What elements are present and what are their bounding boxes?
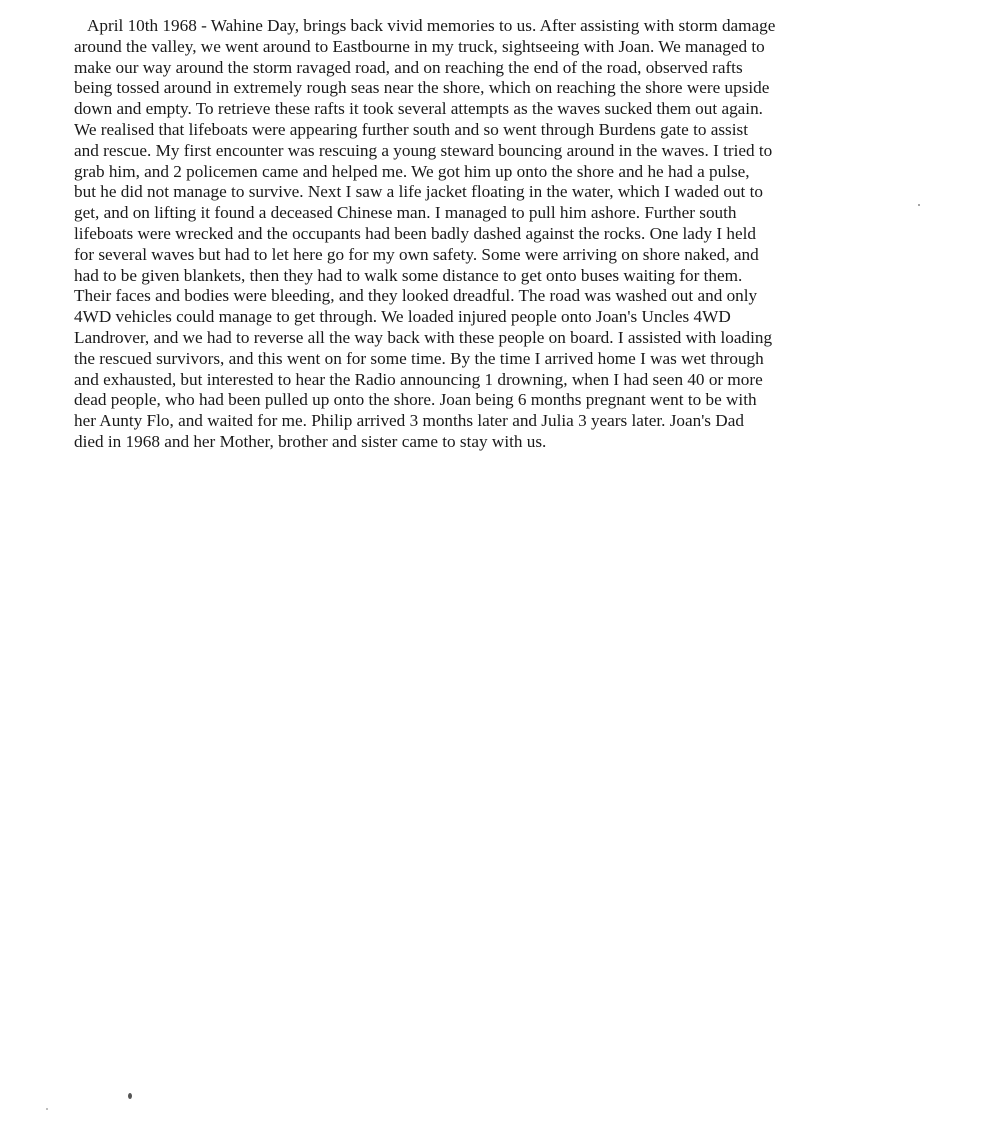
text-line: dead people, who had been pulled up onto the shore. Joan being 6 months pregnant went to be with xyxy=(74,390,757,410)
text-line: for several waves but had to let here go for my own safety. Some were arriving on shore naked, and xyxy=(74,244,759,264)
text-line: down and empty. To retrieve these rafts it took several attempts as the waves sucked them out again. xyxy=(74,99,763,119)
scan-speck xyxy=(918,204,920,206)
text-line: grab him, and 2 policemen came and helped me. We got him up onto the shore and he had a pulse, xyxy=(74,161,750,181)
text-line: being tossed around in extremely rough seas near the shore, which on reaching the shore were upside xyxy=(74,78,770,98)
text-line: and exhausted, but interested to hear the Radio announcing 1 drowning, when I had seen 40 or more xyxy=(74,369,763,389)
text-line: April 10th 1968 - Wahine Day, brings back vivid memories to us. After assisting with storm damage xyxy=(87,16,776,35)
memoir-paragraph xyxy=(74,16,980,453)
text-line: and rescue. My first encounter was rescuing a young steward bouncing around in the waves. I tried to xyxy=(74,140,773,160)
text-line: died in 1968 and her Mother, brother and sister came to stay with us. xyxy=(74,431,547,451)
text-line: make our way around the storm ravaged road, and on reaching the end of the road, observed rafts xyxy=(74,57,743,77)
text-line: 4WD vehicles could manage to get through. We loaded injured people onto Joan's Uncles 4WD xyxy=(74,307,731,327)
scan-speck xyxy=(46,1108,48,1110)
text-line: the rescued survivors, and this went on for some time. By the time I arrived home I was wet through xyxy=(74,348,764,368)
scan-speck xyxy=(128,1093,132,1099)
text-line: Their faces and bodies were bleeding, and they looked dreadful. The road was washed out and only xyxy=(74,286,758,306)
text-line: but he did not manage to survive. Next I saw a life jacket floating in the water, which I waded out to xyxy=(74,182,763,202)
text-line: lifeboats were wrecked and the occupants had been badly dashed against the rocks. One lady I held xyxy=(74,223,756,243)
text-line: We realised that lifeboats were appearing further south and so went through Burdens gate to assist xyxy=(74,119,748,139)
text-line: had to be given blankets, then they had to walk some distance to get onto buses waiting for them. xyxy=(74,265,743,285)
text-line: Landrover, and we had to reverse all the way back with these people on board. I assisted with loading xyxy=(74,327,773,347)
text-line: around the valley, we went around to Eastbourne in my truck, sightseeing with Joan. We managed to xyxy=(74,36,765,56)
text-line: get, and on lifting it found a deceased Chinese man. I managed to pull him ashore. Further south xyxy=(74,203,737,223)
text-line: her Aunty Flo, and waited for me. Philip arrived 3 months later and Julia 3 years later. Joan's Dad xyxy=(74,411,744,431)
